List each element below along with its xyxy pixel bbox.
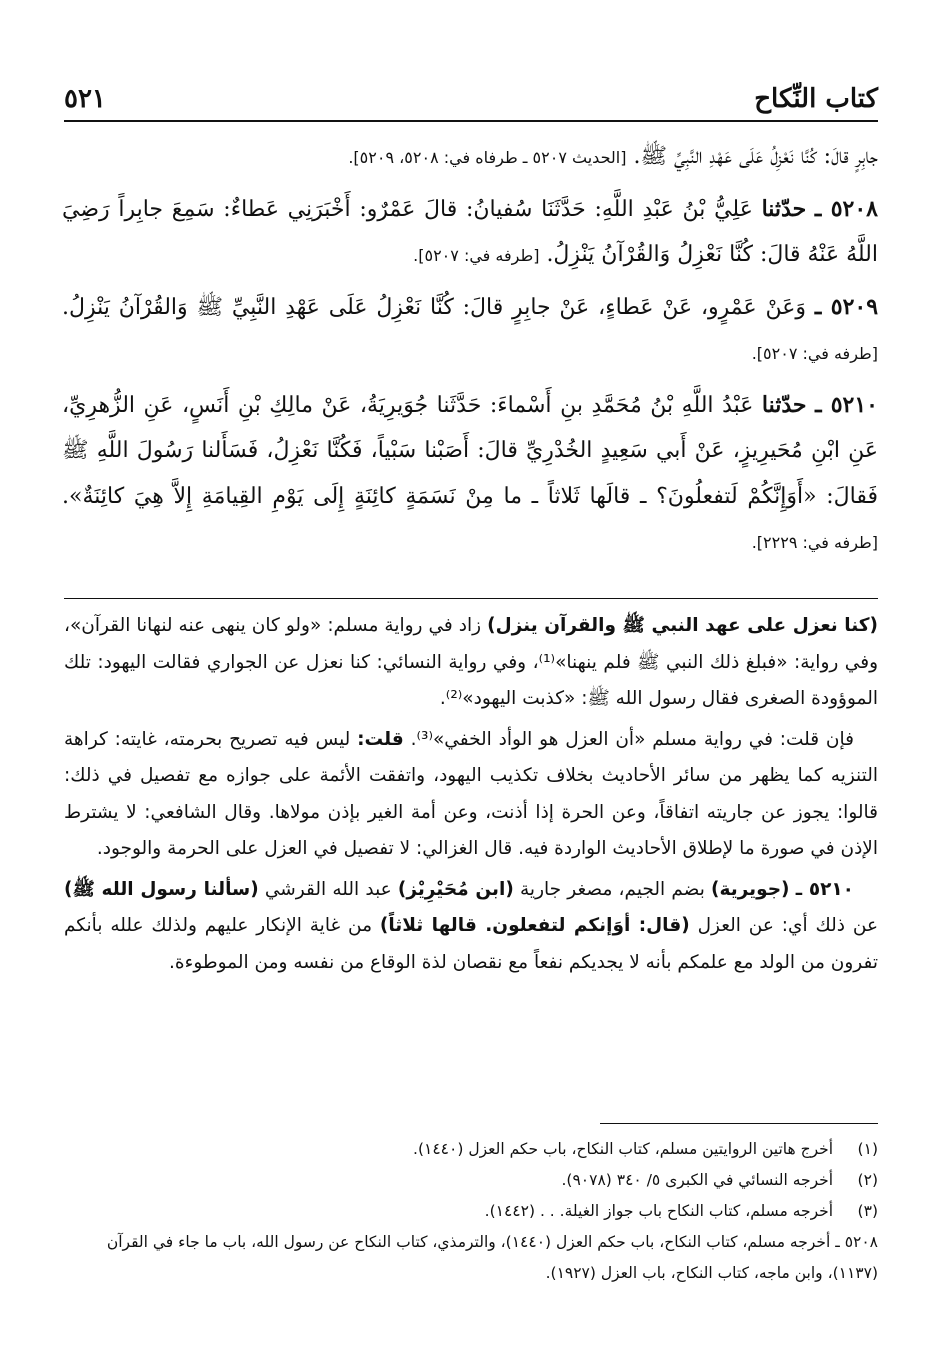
footnote-text: أخرجه مسلم، كتاب النكاح، باب حكم العزل (١٤٤٠)، والترمذي، كتاب النكاح عن رسول الله، باب ما جاء في القرآن (١١٣٧)، وابن ماجه، كتاب النكاح، باب العزل (١٩٢٧). xyxy=(106,1233,878,1282)
footnote xyxy=(64,1134,878,1165)
footnote-text: أخرجه النسائي في الكبرى ٥/ ٣٤٠ (٩٠٧٨). xyxy=(561,1171,834,1189)
hadith-number: ٥٢٠٩ ـ xyxy=(814,293,879,320)
book-title: كتاب النِّكاح xyxy=(754,84,878,114)
commentary-text: زاد في رواية مسلم: «ولو كان ينهى عنه لنهانا القرآن»، وفي رواية: «فبلغ ذلك النبي ﷺ فلم ينهنا»⁽¹⁾، وفي رواية النسائي: كنا نعزل عن الجواري فقالت اليهود: تلك الموؤودة الصغرى فقال رسول الله ﷺ: «كذبت اليهود»⁽²⁾. xyxy=(64,615,878,709)
hadith-number: ٥٢٠٨ ـ xyxy=(814,195,878,222)
hadith-opening: حدّثنا xyxy=(761,195,807,222)
commentary-paragraph xyxy=(64,608,878,718)
commentary-text: فإن قلت: في رواية مسلم «أن العزل هو الوأد الخفي»⁽³⁾. xyxy=(410,728,854,750)
footnote xyxy=(64,1165,878,1196)
hadith-opening: حدّثنا xyxy=(761,391,807,418)
commentary-lemma: (كنا نعزل على عهد النبي ﷺ والقرآن ينزل) xyxy=(487,615,878,636)
commentary-lemma: (سألنا رسول الله ﷺ) xyxy=(64,878,259,900)
hadith-5208 xyxy=(62,187,878,279)
footnote-divider xyxy=(600,1123,878,1124)
hadith-text: عَبْدُ اللَّهِ بْنُ مُحَمَّدِ بنِ أَسْماءَ: حَدَّثَنا جُوَيرِيَةُ، عَنْ مالِكِ بْنِ أَنَسٍ، عَنِ الزُّهرِيِّ، عَنِ ابْنِ مُحَيرِيزٍ، عَنْ أَبي سَعِيدٍ الخُدْرِيِّ قالَ: أَصَبْنا سَبْياً، فَكُنَّا نَعْزِلُ، فَسَأَلنا رَسُولَ اللَّهِ ﷺ فَقالَ: «أَوَإِنَّكُمْ لَتفعلُونَ؟ ـ قالَها ثَلاثاً ـ ما مِنْ نَسَمَةٍ كائِنَةٍ إِلَى يَوْمِ القِيامَةِ إِلاَّ هِيَ كائِنَةٌ». xyxy=(62,392,878,509)
commentary-paragraph xyxy=(64,722,878,868)
footnote-text: أخرجه مسلم، كتاب النكاح باب جواز الغيلة. . . (١٤٤٢). xyxy=(484,1202,834,1220)
hadith-5210 xyxy=(62,383,878,566)
hadith-5209 xyxy=(62,285,878,377)
page-number: ٥٢١ xyxy=(64,84,106,114)
commentary-divider xyxy=(64,598,878,599)
commentary-text: ليس فيه تصريح بحرمته، غايته: كراهة التنزيه كما يظهر من سائر الأحاديث بخلاف تكذيب اليهود، واتفقت الأئمة على جوازه مع تفصيل في ذلك: قالوا: يجوز عن جاريته اتفاقاً، وعن الحرة إذا أذنت، وعن أمة الغير بإذن مولاها. وقال الشافعي: لا يشترط الإذن في صورة ما لإطلاق الأحاديث الواردة فيه. قال الغزالي: لا تفصيل في العزل على الحرمة والوجود. xyxy=(64,728,878,859)
hadith-5207-tail xyxy=(62,134,878,181)
commentary-lemma: (جويرية) xyxy=(711,878,790,900)
footnote xyxy=(64,1196,878,1227)
commentary-text: من غاية الإنكار عليهم ولذلك علله بأنكم تفرون من الولد مع علمكم بأنه لا يجديكم نفعاً مع نقصان لذة الوقاع من نفسه ومن الموطوءة. xyxy=(64,915,878,973)
commentary-text: بضم الجيم، مصغر جارية xyxy=(520,878,705,900)
commentary-lemma: (ابن مُحَيْرِيْز) xyxy=(397,878,514,900)
footnote-number: ٥٢٠٨ ـ xyxy=(835,1233,878,1251)
hadith-text: وَعَنْ عَمْرٍو، عَنْ عَطاءٍ، عَنْ جابِرٍ قالَ: كُنَّا نَعْزِلُ عَلَى عَهْدِ النَّبِيِّ ﷺ وَالقُرْآنُ يَنْزِلُ. xyxy=(62,294,806,320)
hadith-ref: [الحديث ٥٢٠٧ ـ طرفاه في: ٥٢٠٨، ٥٢٠٩]. xyxy=(348,148,627,167)
hadith-text: عَلِيُّ بْنُ عَبْدِ اللَّهِ: حَدَّثَنَا سُفيانُ: قالَ عَمْرٌو: أَخْبَرَنِي عَطاءٌ: سَمِعَ جابِراً رَضِيَ اللَّهُ عَنْهُ قالَ: كُنَّا نَعْزِلُ وَالقُرْآنُ يَنْزِلُ. xyxy=(62,196,878,267)
commentary-text: عن ذلك أي: عن العزل xyxy=(697,915,878,936)
page-header xyxy=(64,70,878,114)
commentary-number: ٥٢١٠ ـ xyxy=(795,878,854,900)
footnote-number: (٣) xyxy=(857,1202,878,1220)
commentary-paragraph xyxy=(64,872,878,982)
hadith-number: ٥٢١٠ ـ xyxy=(815,391,878,418)
footnotes-section xyxy=(64,1134,878,1289)
footnote-text: أخرج هاتين الروايتين مسلم، كتاب النكاح، باب حكم العزل (١٤٤٠). xyxy=(413,1140,834,1158)
footnote-number: (١) xyxy=(857,1140,878,1158)
footnote xyxy=(64,1227,878,1289)
hadith-ref: [طرفه في: ٢٢٢٩]. xyxy=(751,533,878,552)
hadith-text: جابِرٍ قالَ: كُنَّا نَعْزِلُ عَلَى عَهْدِ النَّبِيِّ ﷺ. xyxy=(633,144,878,169)
hadith-ref: [طرفه في: ٥٢٠٧]. xyxy=(413,246,540,265)
commentary-lemma: (قال: أوَإنكم لتفعلون. قالها ثلاثاً) xyxy=(379,915,690,936)
footnote-number: (٢) xyxy=(857,1171,878,1189)
hadith-ref: [طرفه في: ٥٢٠٧]. xyxy=(751,344,878,363)
hadith-section xyxy=(62,134,878,572)
commentary-text: عبد الله القرشي xyxy=(264,878,392,900)
commentary-section xyxy=(64,608,878,985)
commentary-lemma: قلت: xyxy=(357,728,404,750)
header-divider xyxy=(64,120,878,122)
